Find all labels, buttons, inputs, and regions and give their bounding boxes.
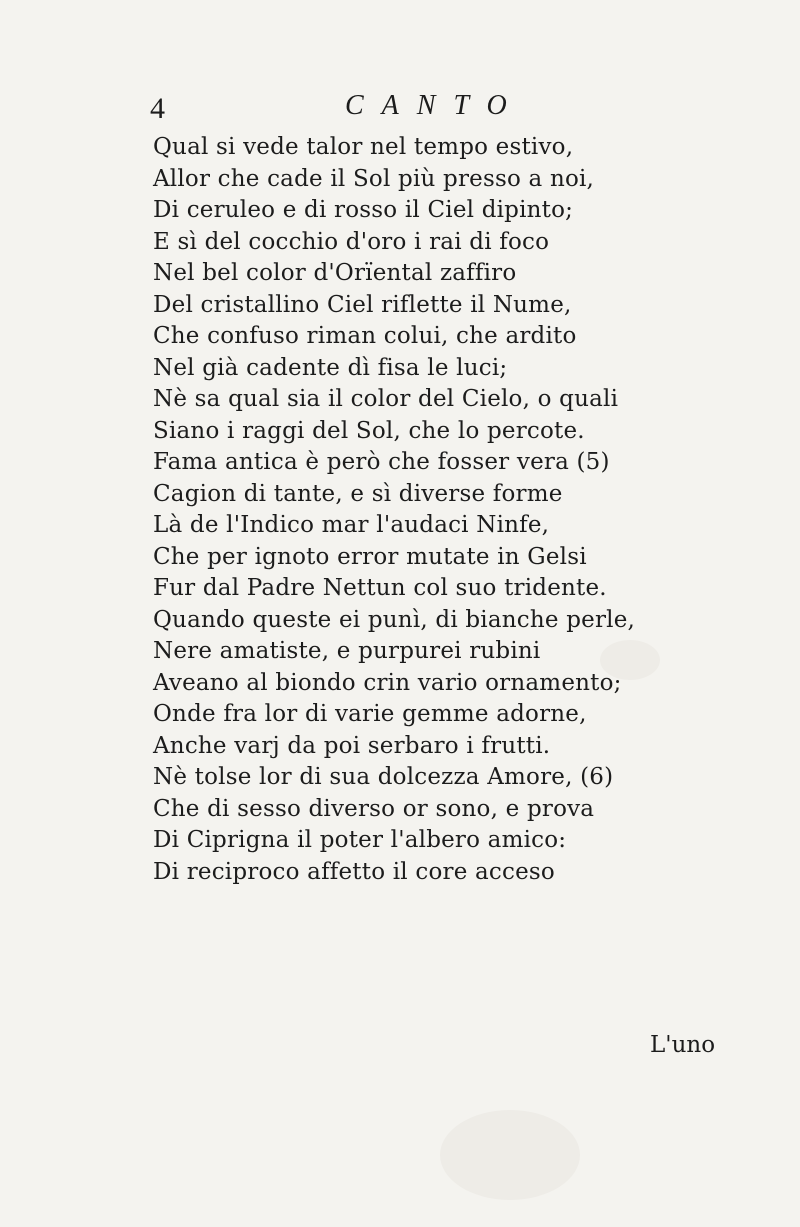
verse-line: Di Ciprigna il poter l'albero amico: [153, 827, 567, 853]
verse-line: Nere amatiste, e purpurei rubini [153, 638, 541, 664]
verse-line: Quando queste ei punì, di bianche perle, [153, 606, 636, 633]
verse-line: Nel bel color d'Orïental zaffiro [153, 260, 517, 286]
verse-line: Là de l'Indico mar l'audaci Ninfe, [153, 512, 550, 538]
verse-line: Di ceruleo e di rosso il Ciel dipinto; [153, 197, 574, 223]
verse-line: Nè tolse lor di sua dolcezza Amore, (6) [153, 764, 614, 790]
verse-line: Nel già cadente dì fisa le luci; [153, 354, 508, 381]
verse-line: Di reciproco affetto il core acceso [153, 858, 555, 885]
page-number: 4 [150, 92, 165, 125]
verse-line: Siano i raggi del Sol, che lo percote. [153, 417, 585, 444]
verse-line: Che confuso riman colui, che ardito [153, 323, 577, 349]
verse-line: Onde fra lor di varie gemme adorne, [153, 701, 587, 727]
verse-line: Allor che cade il Sol più presso a noi, [153, 165, 595, 192]
verse-line: Che per ignoto error mutate in Gelsi [153, 543, 587, 570]
verse-line: Fur dal Padre Nettun col suo tridente. [153, 575, 607, 601]
poem-verses [153, 132, 713, 888]
catchword: L'uno [650, 1032, 716, 1058]
verse-line: Fama antica è però che fosser vera (5) [153, 449, 610, 475]
verse-line: Aveano al biondo crin vario ornamento; [153, 669, 622, 696]
verse-line: Del cristallino Ciel riflette il Nume, [153, 291, 572, 318]
verse-line: Qual si vede talor nel tempo estivo, [153, 134, 574, 160]
verse-line: Cagion di tante, e sì diverse forme [153, 480, 563, 507]
verse-line: E sì del cocchio d'oro i rai di foco [153, 228, 550, 255]
verse-line: Che di sesso diverso or sono, e prova [153, 795, 595, 822]
running-head: CANTO [345, 90, 525, 121]
verse-line: Nè sa qual sia il color del Cielo, o quali [153, 386, 619, 412]
paper-stain [440, 1110, 580, 1200]
verse-line: Anche varj da poi serbaro i frutti. [153, 732, 551, 759]
